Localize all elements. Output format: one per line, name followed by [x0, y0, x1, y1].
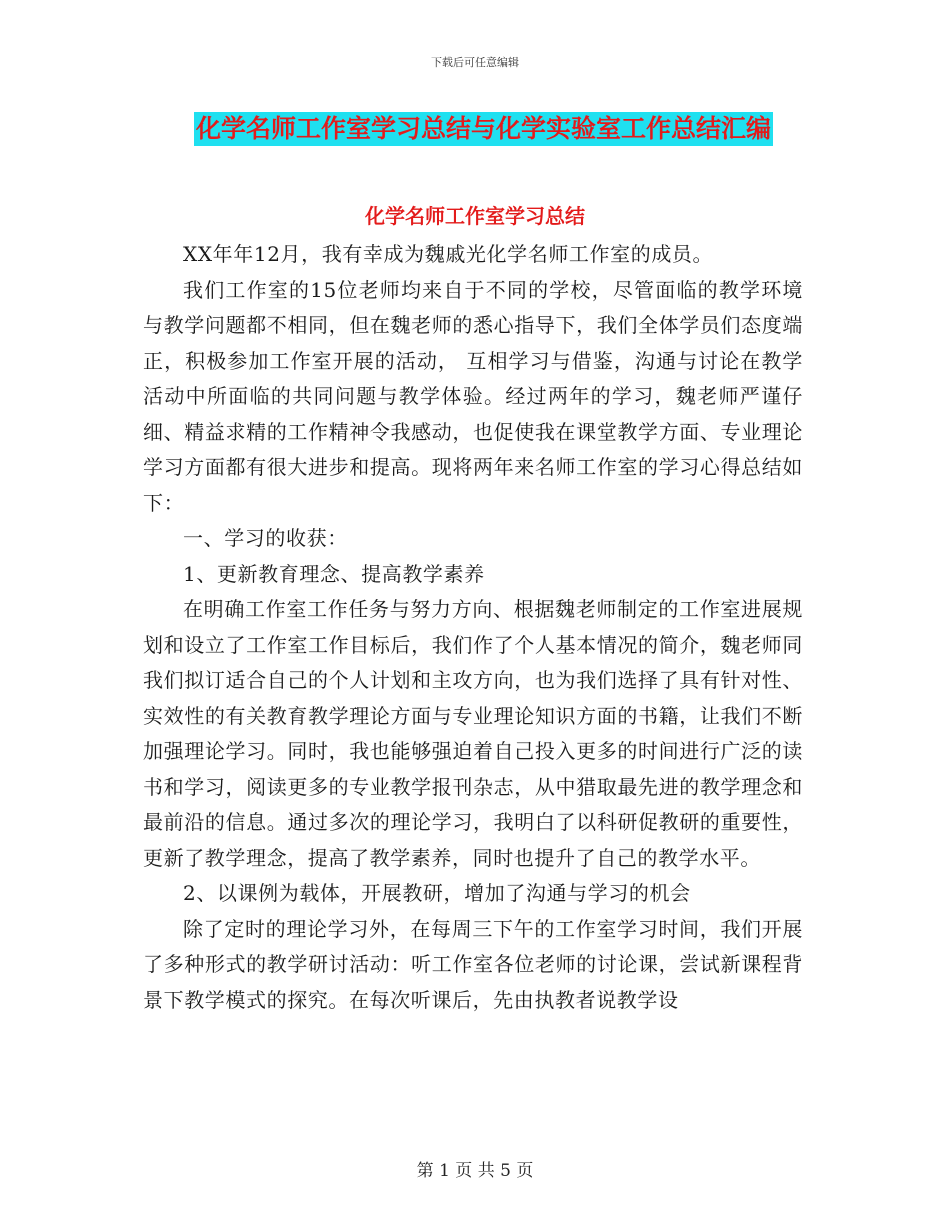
paragraph-heading: 一、学习的收获：	[183, 526, 348, 550]
paragraph: 除了定时的理论学习外，在每周三下午的工作室学习时间，我们开展了多种形式的教学研讨活动：听工作室各位老师的讨论课，尝试新课程背景下教学模式的探究。在每次听课后，先由执教者说教学设	[143, 916, 803, 1012]
paragraph: XX年年12月，我有幸成为魏戚光化学名师工作室的成员。	[183, 242, 714, 266]
paragraph: 在明确工作室工作任务与努力方向、根据魏老师制定的工作室进展规划和设立了工作室工作目标后，我们作了个人基本情况的简介，魏老师同我们拟订适合自己的个人计划和主攻方向，也为我们选择了具有针对性、实效性的有关教育教学理论方面与专业理论知识方面的书籍，让我们不断加强理论学习。同时，我也能够强迫着自己投入更多的时间进行广泛的读书和学习，阅读更多的专业教学报刊杂志，从中猎取最先进的教学理念和最前沿的信息。通过多次的理论学习，我明白了以科研促教研的重要性，更新了教学理念，提高了教学素养，同时也提升了自己的教学水平。	[143, 597, 803, 870]
paragraph: 我们工作室的15位老师均来自于不同的学校，尽管面临的教学环境与教学问题都不相同，但在魏老师的悉心指导下，我们全体学员们态度端正，积极参加工作室开展的活动， 互相学习与借鉴，沟通与讨论在教学活动中所面临的共同问题与教学体验。经过两年的学习，魏老师严谨仔细、精益求精的工作精神令我感动，也促使我在课堂教学方面、专业理论学习方面都有很大进步和提高。现将两年来名师工作室的学习心得总结如下：	[143, 277, 803, 515]
document-body	[143, 237, 803, 1018]
document-title: 化学名师工作室学习总结与化学实验室工作总结汇编	[194, 112, 773, 146]
section-title: 化学名师工作室学习总结	[365, 204, 585, 228]
paragraph-heading: 2、以课例为载体，开展教研，增加了沟通与学习的机会	[183, 881, 691, 905]
page-number-footer: 第 1 页 共 5 页	[416, 1161, 534, 1181]
document-title-block	[194, 112, 773, 146]
paragraph-heading: 1、更新教育理念、提高教学素养	[183, 561, 485, 586]
page-header-note: 下载后可任意编辑	[431, 56, 519, 69]
